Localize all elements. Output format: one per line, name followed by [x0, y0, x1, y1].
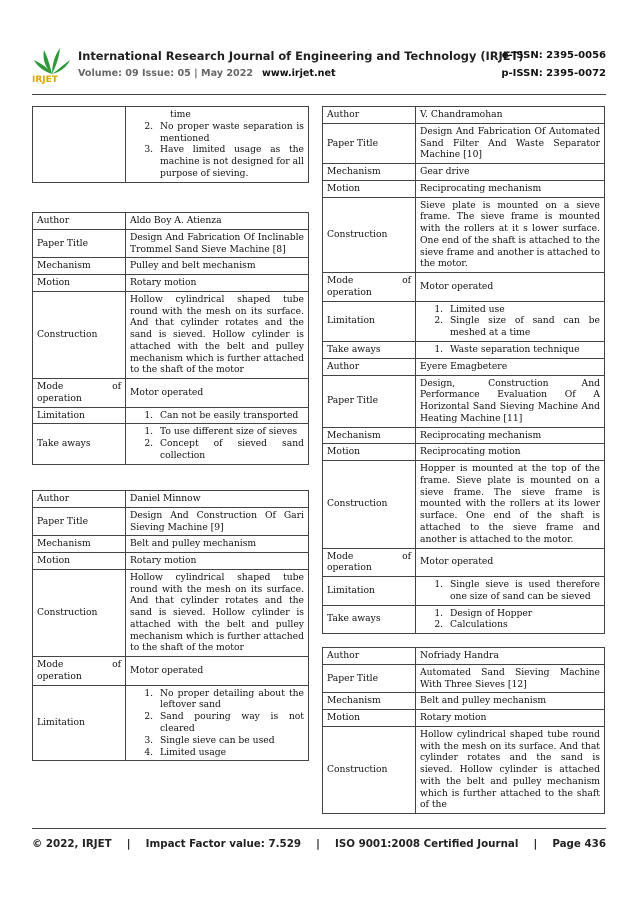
- table-row: [323, 180, 605, 197]
- table-row: [33, 657, 309, 686]
- label-motion: Motion: [323, 710, 416, 727]
- label-author: Author: [33, 213, 126, 230]
- label-mode-word: Mode: [327, 550, 354, 562]
- table-row: [33, 424, 309, 464]
- table-row: [33, 685, 309, 761]
- label-construction: Construction: [323, 197, 416, 273]
- value-mode: Motor operated: [126, 379, 309, 408]
- label-author: Author: [323, 107, 416, 124]
- table-row: [33, 229, 309, 258]
- label-of-word: of: [402, 550, 411, 562]
- list-item: 4. Limited usage: [156, 747, 304, 759]
- table-row: [323, 548, 605, 577]
- journal-title: International Research Journal of Engineering and Technology (IRJET): [78, 49, 524, 63]
- value-construction: Sieve plate is mounted on a sieve frame. The sieve frame is mounted with the rollers at it s lower surface. One end of the shaft is attached to the sieve frame and another is attached to the motor.: [416, 197, 605, 273]
- value-limitation: [126, 407, 309, 424]
- value-limitation: [416, 301, 605, 341]
- e-issn: e-ISSN: 2395-0056: [501, 50, 606, 61]
- label-mode-word: Mode: [327, 275, 354, 287]
- value-paper-title: Design, Construction And Performance Evaluation Of A Horizontal Sand Sieving Machine And Heating Machine [11]: [416, 375, 605, 427]
- table-row: [33, 491, 309, 508]
- list-item: 3. Single sieve can be used: [156, 735, 304, 747]
- table-row: [33, 536, 309, 553]
- label-of-word: of: [402, 275, 411, 287]
- label-mechanism: Mechanism: [33, 536, 126, 553]
- table-row: [33, 507, 309, 536]
- label-mode: [323, 273, 416, 302]
- label-mode: [33, 657, 126, 686]
- table-row: [33, 258, 309, 275]
- label-paper-title: Paper Title: [323, 123, 416, 163]
- table-row: [323, 107, 605, 124]
- label-motion: Motion: [323, 180, 416, 197]
- table-row: [33, 379, 309, 408]
- continuation-list-cell: [126, 107, 309, 183]
- footer-rule: [32, 828, 606, 829]
- value-motion: Rotary motion: [416, 710, 605, 727]
- value-motion: Rotary motion: [126, 553, 309, 570]
- footer-separator: |: [316, 838, 320, 850]
- list-item: 2. Single size of sand can be meshed at a time: [446, 315, 600, 339]
- value-construction: Hollow cylindrical shaped tube round with the mesh on its surface. And that cylinder rotates and the sand is sieved. Hollow cylinder is attached with the belt and pulley mechanism which is further attached to the shaft of the motor: [126, 569, 309, 656]
- table-row: [323, 123, 605, 163]
- table-row: [323, 461, 605, 548]
- table-row: [323, 648, 605, 665]
- list-item: 2. Concept of sieved sand collection: [156, 438, 304, 462]
- table-row: [323, 197, 605, 273]
- table-row: [323, 710, 605, 727]
- list-item: 2. Calculations: [446, 619, 600, 631]
- value-motion: Rotary motion: [126, 275, 309, 292]
- label-mechanism: Mechanism: [323, 427, 416, 444]
- table-row: [33, 569, 309, 656]
- label-mechanism: Mechanism: [323, 693, 416, 710]
- label-author: Author: [323, 358, 416, 375]
- label-limitation: Limitation: [33, 407, 126, 424]
- label-paper-title: Paper Title: [33, 507, 126, 536]
- label-mode-word: Mode: [37, 659, 64, 671]
- value-paper-title: Design And Fabrication Of Automated Sand Filter And Waste Separator Machine [10]: [416, 123, 605, 163]
- table-row: [323, 358, 605, 375]
- value-author: V. Chandramohan: [416, 107, 605, 124]
- value-limitation: [126, 685, 309, 761]
- label-take-aways: Take aways: [33, 424, 126, 464]
- list-item: 1. Can not be easily transported: [156, 410, 304, 422]
- table-row: [323, 605, 605, 634]
- label-paper-title: Paper Title: [33, 229, 126, 258]
- table-paper-8: [32, 212, 309, 465]
- p-issn: p-ISSN: 2395-0072: [501, 68, 606, 79]
- label-operation-word: operation: [37, 392, 82, 404]
- label-mode-word: Mode: [37, 381, 64, 393]
- list-item: time: [170, 109, 191, 120]
- value-mode: Motor operated: [416, 273, 605, 302]
- label-paper-title: Paper Title: [323, 375, 416, 427]
- volume-issue: Volume: 09 Issue: 05 | May 2022: [78, 68, 254, 79]
- value-take-aways: [126, 424, 309, 464]
- label-limitation: Limitation: [323, 301, 416, 341]
- label-construction: Construction: [33, 291, 126, 378]
- value-take-aways: [416, 605, 605, 634]
- footer-separator: |: [126, 838, 131, 850]
- value-mechanism: Gear drive: [416, 164, 605, 181]
- value-author: Nofriady Handra: [416, 648, 605, 665]
- list-item: 3. Have limited usage as the machine is not designed for all purpose of sieving.: [156, 144, 304, 179]
- table-row: [323, 273, 605, 302]
- label-mode: [323, 548, 416, 577]
- label-construction: Construction: [33, 569, 126, 656]
- label-mode: [33, 379, 126, 408]
- list-item: 2. No proper waste separation is mentioned: [156, 121, 304, 145]
- value-take-aways: [416, 342, 605, 359]
- table-row: [323, 726, 605, 813]
- value-mechanism: Belt and pulley mechanism: [416, 693, 605, 710]
- label-mechanism: Mechanism: [323, 164, 416, 181]
- label-of-word: of: [112, 659, 121, 671]
- value-paper-title: Design And Construction Of Gari Sieving Machine [9]: [126, 507, 309, 536]
- list-item: 1. No proper detailing about the leftover sand: [156, 688, 304, 712]
- value-paper-title: Automated Sand Sieving Machine With Three Sieves [12]: [416, 664, 605, 693]
- value-paper-title: Design And Fabrication Of Inclinable Trommel Sand Sieve Machine [8]: [126, 229, 309, 258]
- empty-label-cell: [33, 107, 126, 183]
- table-paper-9: [32, 490, 309, 761]
- value-author: Aldo Boy A. Atienza: [126, 213, 309, 230]
- table-row: [33, 213, 309, 230]
- page-header: [32, 42, 606, 92]
- footer-separator: |: [533, 838, 538, 850]
- value-author: Eyere Emagbetere: [416, 358, 605, 375]
- value-limitation: [416, 577, 605, 606]
- table-row: [323, 342, 605, 359]
- table-paper-12: [322, 647, 605, 814]
- table-paper-10-11: [322, 106, 605, 634]
- table-row: [323, 444, 605, 461]
- value-mode: Motor operated: [126, 657, 309, 686]
- table-row: [323, 427, 605, 444]
- label-operation-word: operation: [327, 562, 372, 574]
- table-row: [33, 275, 309, 292]
- label-limitation: Limitation: [323, 577, 416, 606]
- label-construction: Construction: [323, 726, 416, 813]
- value-motion: Reciprocating mechanism: [416, 180, 605, 197]
- footer-copyright: © 2022, IRJET: [32, 838, 112, 850]
- label-take-aways: Take aways: [323, 342, 416, 359]
- label-motion: Motion: [33, 553, 126, 570]
- table-row: [323, 164, 605, 181]
- label-operation-word: operation: [37, 670, 82, 682]
- list-item: 1. To use different size of sieves: [156, 426, 304, 438]
- list-item: 1. Limited use: [446, 304, 600, 316]
- table-row: [323, 375, 605, 427]
- label-motion: Motion: [323, 444, 416, 461]
- label-mechanism: Mechanism: [33, 258, 126, 275]
- label-limitation: Limitation: [33, 685, 126, 761]
- footer-page-number: Page 436: [552, 838, 606, 850]
- label-of-word: of: [112, 381, 121, 393]
- value-motion: Reciprocating motion: [416, 444, 605, 461]
- value-construction: Hopper is mounted at the top of the frame. Sieve plate is mounted on a sieve frame. The sieve frame is mounted with the rollers at its lower surface. One end of the shaft is attached to the sieve frame and another is attached to the motor.: [416, 461, 605, 548]
- list-item: 1. Design of Hopper: [446, 608, 600, 620]
- label-motion: Motion: [33, 275, 126, 292]
- header-rule: [32, 94, 606, 95]
- logo-text: IRJET: [32, 75, 58, 85]
- page-footer: [32, 838, 606, 850]
- list-item: 2. Sand pouring way is not cleared: [156, 711, 304, 735]
- footer-impact-factor: Impact Factor value: 7.529: [145, 838, 302, 850]
- continuation-list: [130, 121, 304, 180]
- website-link[interactable]: www.irjet.net: [262, 68, 336, 79]
- table-row: [323, 301, 605, 341]
- table-row: [323, 693, 605, 710]
- table-row: [323, 577, 605, 606]
- value-mechanism: Reciprocating mechanism: [416, 427, 605, 444]
- value-mode: Motor operated: [416, 548, 605, 577]
- value-author: Daniel Minnow: [126, 491, 309, 508]
- label-construction: Construction: [323, 461, 416, 548]
- value-construction: Hollow cylindrical shaped tube round with the mesh on its surface. And that cylinder rotates and the sand is sieved. Hollow cylinder is attached with the belt and pulley mechanism which is further attached to the shaft of the: [416, 726, 605, 813]
- value-mechanism: Pulley and belt mechanism: [126, 258, 309, 275]
- list-item: 1. Waste separation technique: [446, 344, 600, 356]
- table-row: [33, 553, 309, 570]
- footer-iso: ISO 9001:2008 Certified Journal: [335, 838, 519, 850]
- table-row: [33, 407, 309, 424]
- table-row: [33, 291, 309, 378]
- label-author: Author: [323, 648, 416, 665]
- value-mechanism: Belt and pulley mechanism: [126, 536, 309, 553]
- list-item: 1. Single sieve is used therefore one size of sand can be sieved: [446, 579, 600, 603]
- label-take-aways: Take aways: [323, 605, 416, 634]
- value-construction: Hollow cylindrical shaped tube round with the mesh on its surface. And that cylinder rotates and the sand is sieved. Hollow cylinder is attached with the belt and pulley mechanism which is further attached to the shaft of the motor: [126, 291, 309, 378]
- table-continuation: [32, 106, 309, 183]
- label-operation-word: operation: [327, 286, 372, 298]
- table-row: [323, 664, 605, 693]
- label-paper-title: Paper Title: [323, 664, 416, 693]
- label-author: Author: [33, 491, 126, 508]
